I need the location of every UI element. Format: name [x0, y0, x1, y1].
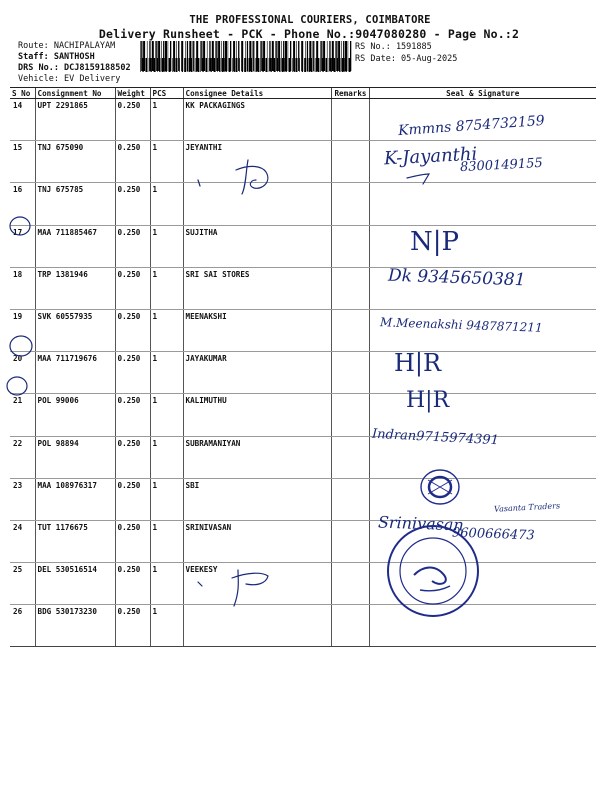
cell-remarks: [331, 309, 369, 351]
company-title: THE PROFESSIONAL COURIERS, COIMBATORE: [189, 14, 431, 26]
cell-remarks: [331, 478, 369, 520]
vehicle-label: Vehicle: EV Delivery: [18, 73, 121, 84]
cell-pcs: 1: [150, 352, 183, 394]
cell-weight: 0.250: [115, 225, 150, 267]
runsheet-title: Delivery Runsheet - PCK - Phone No.:9047080280 - Page No.:2: [98, 27, 520, 41]
cell-remarks: [331, 225, 369, 267]
handwritten-r24-shop: Vasanta Traders: [493, 501, 561, 514]
cell-consignment: POL 98894: [35, 436, 115, 478]
cell-weight: 0.250: [115, 520, 150, 562]
table-row: [10, 394, 596, 436]
handwritten-r19: M.Meenakshi 9487871211: [379, 315, 543, 335]
handwritten-r24-name: Srinivasan: [377, 512, 465, 535]
cell-consignment: DEL 530516514: [35, 563, 115, 605]
col-pcs: PCS: [150, 88, 183, 99]
table-row: [10, 225, 596, 267]
handwritten-r18: Dk 9345650381: [387, 265, 526, 291]
cell-sno: 26: [10, 605, 35, 647]
cell-pcs: 1: [150, 394, 183, 436]
col-seal: Seal & Signature: [369, 88, 596, 99]
table-row: [10, 478, 596, 520]
cell-sno: 14: [10, 99, 35, 141]
cell-pcs: 1: [150, 478, 183, 520]
cell-weight: 0.250: [115, 605, 150, 647]
cell-consignment: POL 99006: [35, 394, 115, 436]
cell-weight: 0.250: [115, 267, 150, 309]
cell-pcs: 1: [150, 520, 183, 562]
col-consignee: Consignee Details: [183, 88, 331, 99]
cell-weight: 0.250: [115, 394, 150, 436]
table-header-row: [10, 88, 596, 99]
cell-pcs: 1: [150, 225, 183, 267]
cell-seal: [369, 563, 596, 605]
cell-sno: 25: [10, 563, 35, 605]
cell-pcs: 1: [150, 563, 183, 605]
cell-pcs: 1: [150, 309, 183, 351]
cell-sno: 19: [10, 309, 35, 351]
table-row: [10, 183, 596, 225]
cell-sno: 16: [10, 183, 35, 225]
barcode-bottom: [140, 58, 352, 72]
cell-remarks: [331, 352, 369, 394]
cell-remarks: [331, 436, 369, 478]
cell-consignment: MAA 711719676: [35, 352, 115, 394]
cell-consignee: SRINIVASAN: [183, 520, 331, 562]
col-sno: S No: [10, 88, 35, 99]
cell-consignment: MAA 711885467: [35, 225, 115, 267]
cell-sno: 15: [10, 141, 35, 183]
cell-weight: 0.250: [115, 141, 150, 183]
cell-consignment: TNJ 675090: [35, 141, 115, 183]
table-row: [10, 352, 596, 394]
handwritten-r15-phone: 8300149155: [459, 155, 544, 176]
table-row: [10, 436, 596, 478]
handwritten-r15-name: K-Jayanthi: [383, 143, 478, 170]
cell-consignment: BDG 530173230: [35, 605, 115, 647]
cell-seal: [369, 605, 596, 647]
cell-consignee: VEEKESY: [183, 563, 331, 605]
handwritten-r24-phone: 9600666473: [451, 525, 535, 544]
cell-sno: 22: [10, 436, 35, 478]
handwritten-r21: H|R: [406, 388, 450, 413]
rs-number: RS No.: 1591885: [355, 42, 432, 52]
cell-weight: 0.250: [115, 183, 150, 225]
cell-seal: [369, 225, 596, 267]
col-remarks: Remarks: [331, 88, 369, 99]
cell-consignee: SUBRAMANIYAN: [183, 436, 331, 478]
cell-sno: 24: [10, 520, 35, 562]
cell-weight: 0.250: [115, 352, 150, 394]
cell-remarks: [331, 99, 369, 141]
cell-consignee: SBI: [183, 478, 331, 520]
cell-weight: 0.250: [115, 99, 150, 141]
handwritten-r14: Kmmns 8754732159: [397, 112, 546, 140]
table-row: [10, 563, 596, 605]
cell-consignment: SVK 60557935: [35, 309, 115, 351]
cell-remarks: [331, 267, 369, 309]
cell-consignee: JAYAKUMAR: [183, 352, 331, 394]
cell-sno: 21: [10, 394, 35, 436]
handwritten-r22: Indran9715974391: [371, 426, 500, 449]
cell-consignee: KK PACKAGINGS: [183, 99, 331, 141]
cell-remarks: [331, 563, 369, 605]
cell-consignment: MAA 108976317: [35, 478, 115, 520]
cell-pcs: 1: [150, 436, 183, 478]
cell-remarks: [331, 394, 369, 436]
cell-consignee: [183, 183, 331, 225]
col-consignment: Consignment No: [35, 88, 115, 99]
cell-sno: 17: [10, 225, 35, 267]
cell-consignee: SRI SAI STORES: [183, 267, 331, 309]
cell-consignment: TNJ 675785: [35, 183, 115, 225]
cell-sno: 20: [10, 352, 35, 394]
cell-remarks: [331, 141, 369, 183]
cell-sno: 18: [10, 267, 35, 309]
cell-consignment: UPT 2291865: [35, 99, 115, 141]
cell-pcs: 1: [150, 605, 183, 647]
cell-consignee: MEENAKSHI: [183, 309, 331, 351]
route-label: Route: NACHIPALAYAM: [18, 41, 116, 51]
cell-pcs: 1: [150, 141, 183, 183]
rs-date: RS Date: 05-Aug-2025: [355, 54, 458, 64]
cell-consignee: SUJITHA: [183, 225, 331, 267]
cell-pcs: 1: [150, 183, 183, 225]
cell-weight: 0.250: [115, 309, 150, 351]
cell-consignee: JEYANTHI: [183, 141, 331, 183]
col-weight: Weight: [115, 88, 150, 99]
table-row: [10, 605, 596, 647]
handwritten-r20: H|R: [394, 349, 442, 377]
cell-weight: 0.250: [115, 436, 150, 478]
cell-remarks: [331, 520, 369, 562]
handwritten-r17: N|P: [410, 227, 460, 257]
cell-weight: 0.250: [115, 478, 150, 520]
cell-pcs: 1: [150, 267, 183, 309]
cell-remarks: [331, 605, 369, 647]
cell-remarks: [331, 183, 369, 225]
cell-sno: 23: [10, 478, 35, 520]
cell-consignment: TUT 1176675: [35, 520, 115, 562]
cell-consignee: [183, 605, 331, 647]
cell-consignee: KALIMUTHU: [183, 394, 331, 436]
cell-consignment: TRP 1381946: [35, 267, 115, 309]
cell-pcs: 1: [150, 99, 183, 141]
drs-label: DRS No.: DCJ8159188502: [18, 63, 131, 73]
cell-seal: [369, 183, 596, 225]
cell-weight: 0.250: [115, 563, 150, 605]
staff-label: Staff: SANTHOSH: [18, 51, 95, 62]
